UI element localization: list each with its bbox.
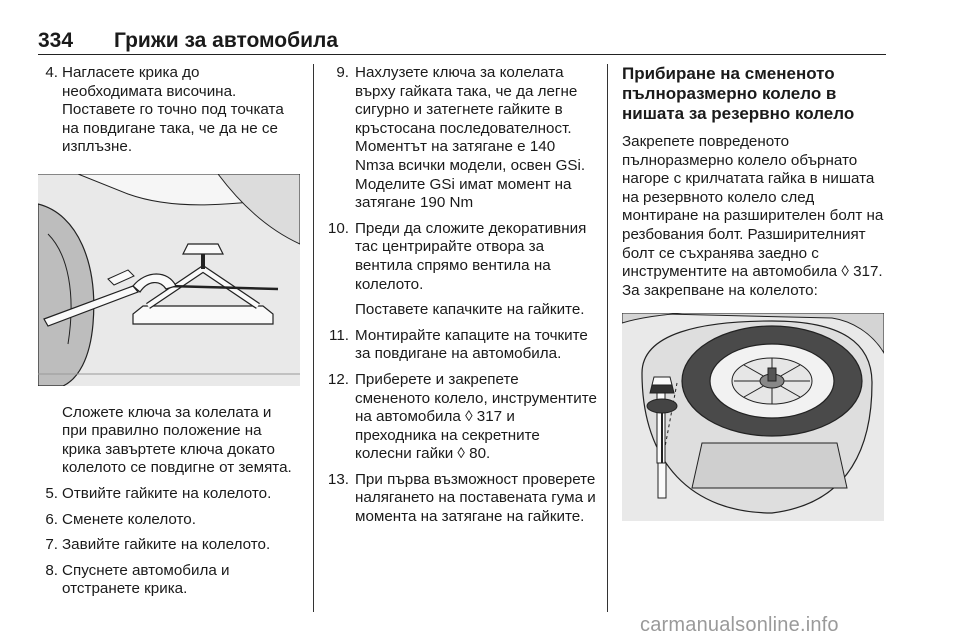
step-item [38, 562, 300, 599]
step-text: Преди да сложите декоративния тас центрирайте отвора за вентила спрямо вентила на колелото. [355, 219, 587, 293]
step-item [38, 536, 300, 555]
step-item [325, 327, 597, 364]
step-text: Приберете и закрепете смененото колело, инструментите на автомобила ◊ 317 и преходника на секретните колесни гайки ◊ 80. [355, 370, 597, 463]
step-item [325, 371, 597, 464]
page-title: Грижи за автомобила [114, 29, 339, 52]
column-2 [325, 64, 597, 534]
paragraph: Сложете ключа за колелата и при правилно положение на крика завъртете ключа докато колелото се повдигне от земята. [62, 403, 292, 477]
paragraph: Закрепете повреденото пълноразмерно колело обърнато нагоре с крилчатата гайка в нишата на резервното колело след монтиране на разширителен болт на резбования болт. Разширителният болт се съхранява заедно с инструментите на автомобила ◊ 317. За закрепване на колелото: [622, 133, 884, 299]
step-item [325, 220, 597, 294]
step-text: Завийте гайките на колелото. [62, 536, 271, 554]
step-text: При първа възможност проверете налягането на поставената гума и момента на затягане на гайките. [355, 470, 596, 526]
step-number: 11. [329, 326, 349, 344]
step-item [38, 485, 300, 504]
step-item [325, 64, 597, 213]
step-number: 6. [45, 510, 58, 528]
step-text: Монтирайте капаците на точките за повдигане на автомобила. [355, 326, 588, 363]
jack-illustration [38, 174, 300, 386]
step-item [38, 511, 300, 530]
paragraph: Поставете капачките на гайките. [355, 301, 585, 319]
step-text: Спуснете автомобила и отстранете крика. [62, 561, 230, 598]
step-number: 5. [45, 484, 58, 502]
column-1 [38, 64, 300, 606]
step-number: 4. [45, 64, 58, 81]
column-divider [607, 64, 608, 612]
column-divider [313, 64, 314, 612]
step-text: Нагласете крика до необходимата височина. Поставете го точно под точката на повдигане така, че да не се изплъзне. [62, 64, 284, 156]
step-text: Отвийте гайките на колелото. [62, 484, 272, 502]
page-header [38, 27, 886, 55]
step-number: 9. [336, 64, 349, 81]
section-title: Прибиране на смененото пълноразмерно колело в нишата за резервно колело [622, 64, 855, 123]
step-number: 13. [327, 470, 349, 488]
step-text: Сменете колелото. [62, 510, 196, 528]
step-item [38, 64, 300, 157]
spare-wheel-illustration [622, 313, 884, 521]
page-number: 334 [38, 29, 74, 52]
watermark: carmanualsonline.info [640, 614, 839, 636]
step-number: 12. [327, 370, 349, 388]
step-text: Нахлузете ключа за колелата върху гайката така, че да легне сигурно и затегнете гайките в кръстосана последователност. Моментът на затягане е 140 Nmза всички модели, освен GSi. Моделите GSi имат момент на затягане 190 Nm [355, 64, 586, 212]
step-number: 7. [45, 536, 58, 554]
step-item [325, 471, 597, 527]
column-3 [622, 64, 890, 527]
step-number: 10. [327, 219, 349, 237]
step-number: 8. [45, 561, 58, 579]
